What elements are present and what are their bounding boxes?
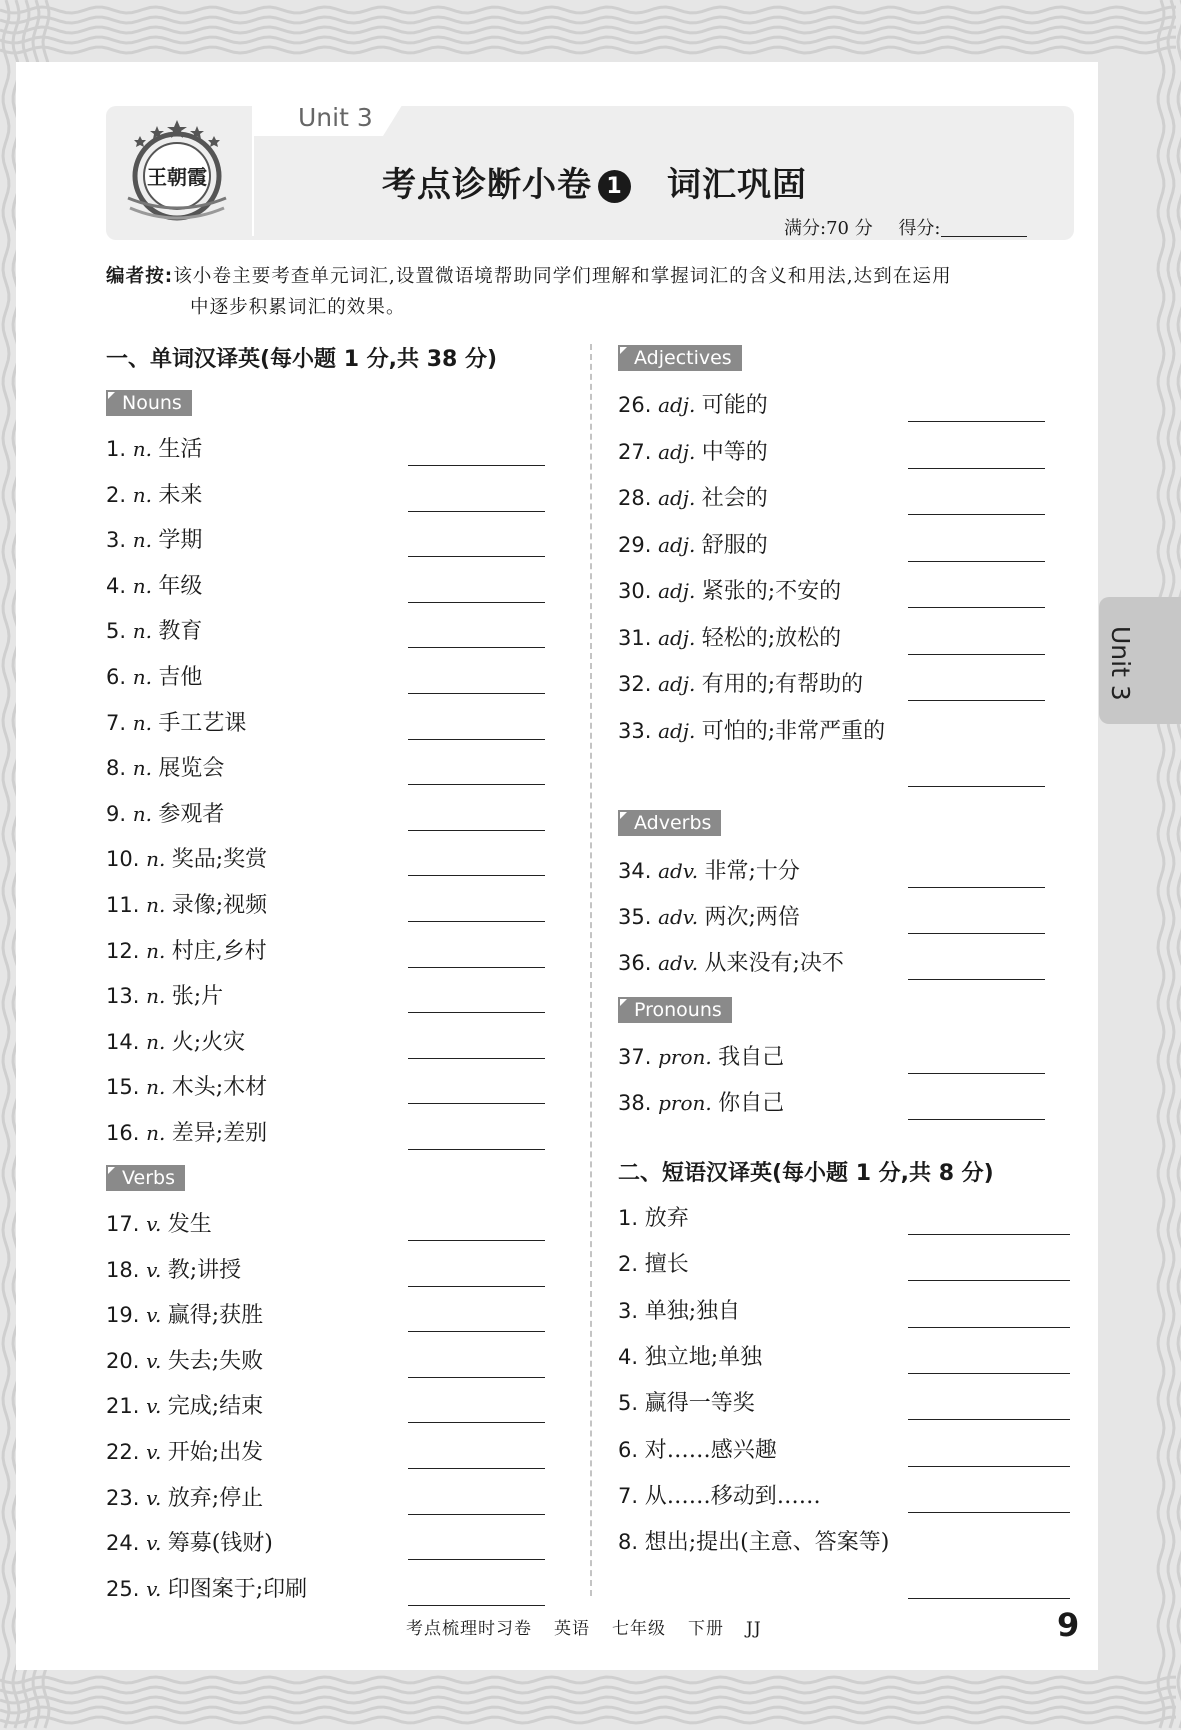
part-of-speech: n. [132, 528, 159, 553]
part-of-speech: n. [132, 710, 159, 735]
answer-blank[interactable] [408, 739, 545, 740]
item-number: 33. [618, 718, 659, 743]
item-number: 8. [618, 1530, 645, 1555]
item-prompt: 中等的 [701, 439, 768, 465]
part-of-speech: v. [146, 1485, 168, 1510]
item-number: 29. [618, 532, 659, 557]
item-prompt: 我自己 [718, 1045, 785, 1070]
tag-pronouns: Pronouns [618, 997, 732, 1023]
part-of-speech: pron. [658, 1045, 719, 1069]
item-number: 16. [106, 1121, 147, 1145]
noun-item [106, 981, 223, 1011]
item-number: 1. [618, 1206, 645, 1230]
editor-note [106, 260, 1076, 293]
item-number: 14. [106, 1029, 147, 1054]
answer-blank[interactable] [908, 561, 1045, 562]
tag-adverbs: Adverbs [618, 810, 721, 836]
side-unit-label: Unit 3 [1106, 626, 1135, 701]
verb-item [106, 1346, 263, 1376]
item-number: 37. [618, 1045, 659, 1069]
adverb-item [618, 948, 844, 978]
unit-label: Unit 3 [298, 103, 373, 132]
part-of-speech: adj. [658, 625, 702, 650]
phrase-item [618, 1296, 740, 1326]
item-prompt: 张;片 [171, 984, 224, 1010]
answer-blank[interactable] [908, 1073, 1045, 1074]
part-of-speech: adv. [658, 905, 705, 929]
score-blank[interactable] [941, 220, 1027, 237]
answer-blank[interactable] [908, 786, 1045, 787]
verb-item [106, 1209, 212, 1239]
answer-blank[interactable] [408, 1514, 545, 1515]
answer-blank[interactable] [408, 1058, 545, 1059]
answer-blank[interactable] [408, 647, 545, 648]
verb-item [106, 1300, 263, 1330]
item-prompt: 生活 [158, 437, 203, 462]
part-of-speech: adj. [658, 486, 702, 510]
item-prompt: 吉他 [158, 665, 203, 690]
item-number: 5. [618, 1391, 645, 1416]
answer-blank[interactable] [908, 1598, 1070, 1599]
svg-text:王朝霞: 王朝霞 [147, 165, 207, 189]
item-number: 38. [618, 1091, 659, 1115]
noun-item [106, 753, 224, 783]
noun-item [106, 799, 224, 829]
item-prompt: 轻松的;放松的 [701, 625, 842, 651]
item-prompt: 两次;两倍 [704, 905, 800, 930]
part-of-speech: n. [146, 1121, 172, 1145]
answer-blank[interactable] [908, 1373, 1070, 1374]
phrase-item [618, 1388, 755, 1418]
item-number: 17. [106, 1212, 147, 1236]
item-number: 13. [106, 984, 147, 1009]
answer-blank[interactable] [408, 1605, 545, 1606]
item-number: 1. [106, 437, 133, 461]
item-number: 10. [106, 847, 147, 872]
part-of-speech: pron. [658, 1091, 719, 1115]
item-number: 22. [106, 1440, 147, 1464]
item-number: 21. [106, 1394, 147, 1419]
phrase-item [618, 1342, 762, 1372]
part-of-speech: adj. [658, 393, 702, 417]
item-prompt: 火;火灾 [171, 1029, 246, 1055]
answer-blank[interactable] [908, 1466, 1070, 1467]
item-prompt: 未来 [158, 482, 203, 508]
item-prompt: 筹募(钱财) [167, 1531, 273, 1557]
item-number: 3. [618, 1298, 645, 1323]
item-prompt: 舒服的 [701, 532, 768, 558]
item-prompt: 单独;独自 [644, 1298, 741, 1324]
phrase-item [618, 1481, 821, 1511]
item-prompt: 印图案于;印刷 [167, 1576, 308, 1602]
publisher-logo [124, 118, 230, 226]
item-prompt: 录像;视频 [171, 893, 268, 918]
item-number: 15. [106, 1075, 147, 1100]
item-number: 4. [106, 573, 133, 598]
part-of-speech: adj. [658, 439, 702, 464]
item-prompt: 社会的 [701, 486, 768, 511]
answer-blank[interactable] [908, 607, 1045, 608]
item-number: 27. [618, 439, 659, 464]
footer [406, 1614, 784, 1639]
part-of-speech: n. [146, 893, 172, 917]
item-prompt: 放弃;停止 [167, 1485, 264, 1511]
adverb-item [618, 856, 800, 886]
noun-item [106, 844, 267, 874]
answer-blank[interactable] [408, 784, 545, 785]
part-of-speech: n. [146, 984, 172, 1009]
answer-blank[interactable] [408, 693, 545, 694]
item-prompt: 放弃 [644, 1206, 689, 1231]
answer-blank[interactable] [908, 468, 1045, 469]
adjective-item [618, 669, 863, 699]
item-number: 5. [106, 619, 133, 644]
answer-blank[interactable] [408, 1468, 545, 1469]
item-number: 6. [618, 1437, 645, 1462]
title-number-badge: 1 [598, 170, 631, 203]
item-number: 31. [618, 625, 659, 650]
item-number: 32. [618, 672, 659, 696]
adjective-item [618, 623, 841, 653]
answer-blank[interactable] [408, 1012, 545, 1013]
answer-blank[interactable] [908, 1419, 1070, 1420]
answer-blank[interactable] [908, 1119, 1045, 1120]
answer-blank[interactable] [408, 1331, 545, 1332]
score-line [784, 214, 1027, 240]
banner-divider [252, 106, 254, 236]
item-prompt: 非常;十分 [704, 859, 800, 884]
adjective-item [618, 576, 841, 606]
page-number: 9 [1057, 1606, 1080, 1644]
answer-blank[interactable] [908, 654, 1045, 655]
item-prompt: 年级 [158, 573, 203, 599]
item-number: 12. [106, 938, 147, 963]
noun-item [106, 571, 202, 601]
part-of-speech: adv. [658, 951, 705, 975]
item-number: 28. [618, 486, 659, 510]
adjective-item [618, 437, 768, 467]
editor-note-line1: 该小卷主要考查单元词汇,设置微语境帮助同学们理解和掌握词汇的含义和用法,达到在运用 [173, 266, 952, 287]
part-of-speech: n. [132, 573, 159, 598]
item-prompt: 可能的 [701, 393, 768, 418]
part-of-speech: n. [146, 1029, 172, 1054]
section2-title: 二、短语汉译英(每小题 1 分,共 8 分) [618, 1161, 994, 1186]
verb-item [106, 1574, 307, 1604]
item-prompt: 发生 [167, 1212, 212, 1237]
part-of-speech: n. [146, 1075, 172, 1100]
item-number: 34. [618, 859, 659, 883]
pronoun-item [618, 1088, 784, 1118]
answer-blank[interactable] [908, 1280, 1070, 1281]
item-number: 11. [106, 893, 147, 917]
answer-blank[interactable] [408, 1149, 545, 1150]
verb-item [106, 1391, 263, 1421]
item-number: 20. [106, 1348, 147, 1373]
item-prompt: 开始;出发 [167, 1440, 264, 1465]
part-of-speech: adj. [658, 672, 702, 696]
answer-blank[interactable] [408, 602, 545, 603]
noun-item [106, 1027, 245, 1057]
part-of-speech: n. [146, 847, 172, 872]
adjective-item [618, 530, 768, 560]
part-of-speech: v. [146, 1576, 168, 1601]
part-of-speech: v. [146, 1531, 168, 1556]
item-prompt: 参观者 [158, 801, 225, 827]
noun-item [106, 525, 202, 555]
item-prompt: 教;讲授 [167, 1257, 242, 1283]
item-number: 3. [106, 528, 133, 553]
part-of-speech: adv. [658, 859, 705, 883]
item-prompt: 手工艺课 [158, 710, 247, 736]
item-number: 25. [106, 1576, 147, 1601]
item-prompt: 村庄,乡村 [171, 938, 267, 964]
verb-item [106, 1437, 263, 1467]
score-label: 得分: [898, 218, 941, 239]
item-number: 7. [618, 1483, 645, 1508]
footer-volume: 下册 [688, 1619, 724, 1639]
phrase-item [618, 1435, 777, 1465]
answer-blank[interactable] [408, 921, 545, 922]
phrase-item [618, 1203, 689, 1233]
answer-blank[interactable] [408, 875, 545, 876]
item-number: 24. [106, 1531, 147, 1556]
part-of-speech: n. [132, 437, 159, 461]
answer-blank[interactable] [908, 887, 1045, 888]
answer-blank[interactable] [408, 1240, 545, 1241]
item-prompt: 从……移动到…… [644, 1483, 821, 1509]
item-prompt: 展览会 [158, 756, 225, 782]
item-number: 23. [106, 1485, 147, 1510]
tag-nouns: Nouns [106, 390, 192, 416]
part-of-speech: v. [146, 1348, 168, 1373]
item-number: 7. [106, 710, 133, 735]
answer-blank[interactable] [408, 511, 545, 512]
answer-blank[interactable] [408, 465, 545, 466]
editor-note-line2: 中逐步积累词汇的效果。 [190, 297, 406, 318]
item-prompt: 奖品;奖赏 [171, 847, 268, 873]
item-prompt: 学期 [158, 528, 203, 554]
verb-item [106, 1483, 263, 1513]
item-number: 8. [106, 756, 133, 781]
part-of-speech: v. [146, 1303, 168, 1328]
tag-verbs: Verbs [106, 1165, 185, 1191]
part-of-speech: adj. [658, 532, 702, 557]
noun-item [106, 936, 267, 966]
item-number: 30. [618, 579, 659, 603]
section1-title: 一、单词汉译英(每小题 1 分,共 38 分) [106, 347, 498, 372]
item-prompt: 差异;差别 [171, 1121, 268, 1146]
item-prompt: 可怕的;非常严重的 [701, 718, 886, 744]
answer-blank[interactable] [408, 1103, 545, 1104]
answer-blank[interactable] [408, 1559, 545, 1560]
item-number: 36. [618, 951, 659, 975]
answer-blank[interactable] [908, 1234, 1070, 1235]
item-number: 2. [106, 482, 133, 507]
tag-adjectives: Adjectives [618, 345, 742, 371]
item-prompt: 你自己 [718, 1091, 785, 1116]
noun-item [106, 480, 202, 510]
answer-blank[interactable] [908, 1512, 1070, 1513]
part-of-speech: n. [132, 619, 159, 644]
item-prompt: 擅长 [644, 1252, 689, 1278]
answer-blank[interactable] [408, 1422, 545, 1423]
title-main: 考点诊断小卷 [382, 165, 592, 205]
item-prompt: 完成;结束 [167, 1394, 264, 1420]
noun-item [106, 616, 202, 646]
part-of-speech: v. [146, 1257, 168, 1282]
adjective-item [618, 390, 768, 420]
answer-blank[interactable] [908, 979, 1045, 980]
item-prompt: 赢得;获胜 [167, 1303, 264, 1329]
item-number: 9. [106, 801, 133, 826]
adjective-item [618, 483, 768, 513]
answer-blank[interactable] [908, 700, 1045, 701]
item-prompt: 想出;提出(主意、答案等) [644, 1530, 890, 1556]
footer-edition: JJ [746, 1619, 762, 1639]
item-prompt: 赢得一等奖 [644, 1391, 755, 1417]
answer-blank[interactable] [908, 514, 1045, 515]
part-of-speech: v. [146, 1394, 168, 1419]
item-number: 19. [106, 1303, 147, 1328]
item-number: 6. [106, 665, 133, 689]
answer-blank[interactable] [408, 1286, 545, 1287]
item-number: 26. [618, 393, 659, 417]
item-prompt: 对……感兴趣 [644, 1437, 777, 1463]
item-number: 4. [618, 1344, 645, 1369]
noun-item [106, 434, 202, 464]
adverb-item [618, 902, 800, 932]
paper-title [382, 157, 807, 206]
verb-item [106, 1528, 273, 1558]
answer-blank[interactable] [408, 830, 545, 831]
part-of-speech: n. [146, 938, 172, 963]
answer-blank[interactable] [908, 1327, 1070, 1328]
part-of-speech: v. [146, 1440, 168, 1464]
answer-blank[interactable] [408, 1377, 545, 1378]
part-of-speech: adj. [658, 579, 702, 603]
item-prompt: 紧张的;不安的 [701, 579, 842, 604]
editor-note-lead: 编者按: [106, 266, 174, 287]
footer-subject: 英语 [554, 1619, 590, 1639]
item-number: 35. [618, 905, 659, 929]
adjective-item [618, 716, 885, 746]
noun-item [106, 890, 267, 920]
footer-grade: 七年级 [612, 1619, 666, 1639]
noun-item [106, 708, 246, 738]
column-divider [590, 344, 592, 1596]
phrase-item [618, 1249, 689, 1279]
item-prompt: 失去;失败 [167, 1348, 264, 1374]
phrase-item [618, 1527, 889, 1557]
answer-blank[interactable] [908, 421, 1045, 422]
noun-item [106, 1072, 267, 1102]
part-of-speech: n. [132, 756, 159, 781]
item-prompt: 从来没有;决不 [704, 951, 844, 976]
part-of-speech: n. [132, 665, 159, 689]
item-prompt: 有用的;有帮助的 [701, 672, 864, 697]
title-subtitle: 词汇巩固 [667, 165, 807, 205]
item-number: 18. [106, 1257, 147, 1282]
verb-item [106, 1255, 241, 1285]
answer-blank[interactable] [908, 933, 1045, 934]
part-of-speech: n. [132, 801, 159, 826]
item-prompt: 教育 [158, 619, 203, 645]
item-prompt: 木头;木材 [171, 1075, 268, 1101]
noun-item [106, 662, 202, 692]
full-score: 满分:70 分 [784, 218, 873, 239]
item-prompt: 独立地;单独 [644, 1344, 763, 1370]
part-of-speech: n. [132, 482, 159, 507]
part-of-speech: adj. [658, 718, 702, 743]
noun-item [106, 1118, 267, 1148]
footer-series: 考点梳理时习卷 [406, 1619, 532, 1639]
part-of-speech: v. [146, 1212, 168, 1236]
item-number: 2. [618, 1252, 645, 1277]
pronoun-item [618, 1042, 784, 1072]
answer-blank[interactable] [408, 967, 545, 968]
answer-blank[interactable] [408, 556, 545, 557]
